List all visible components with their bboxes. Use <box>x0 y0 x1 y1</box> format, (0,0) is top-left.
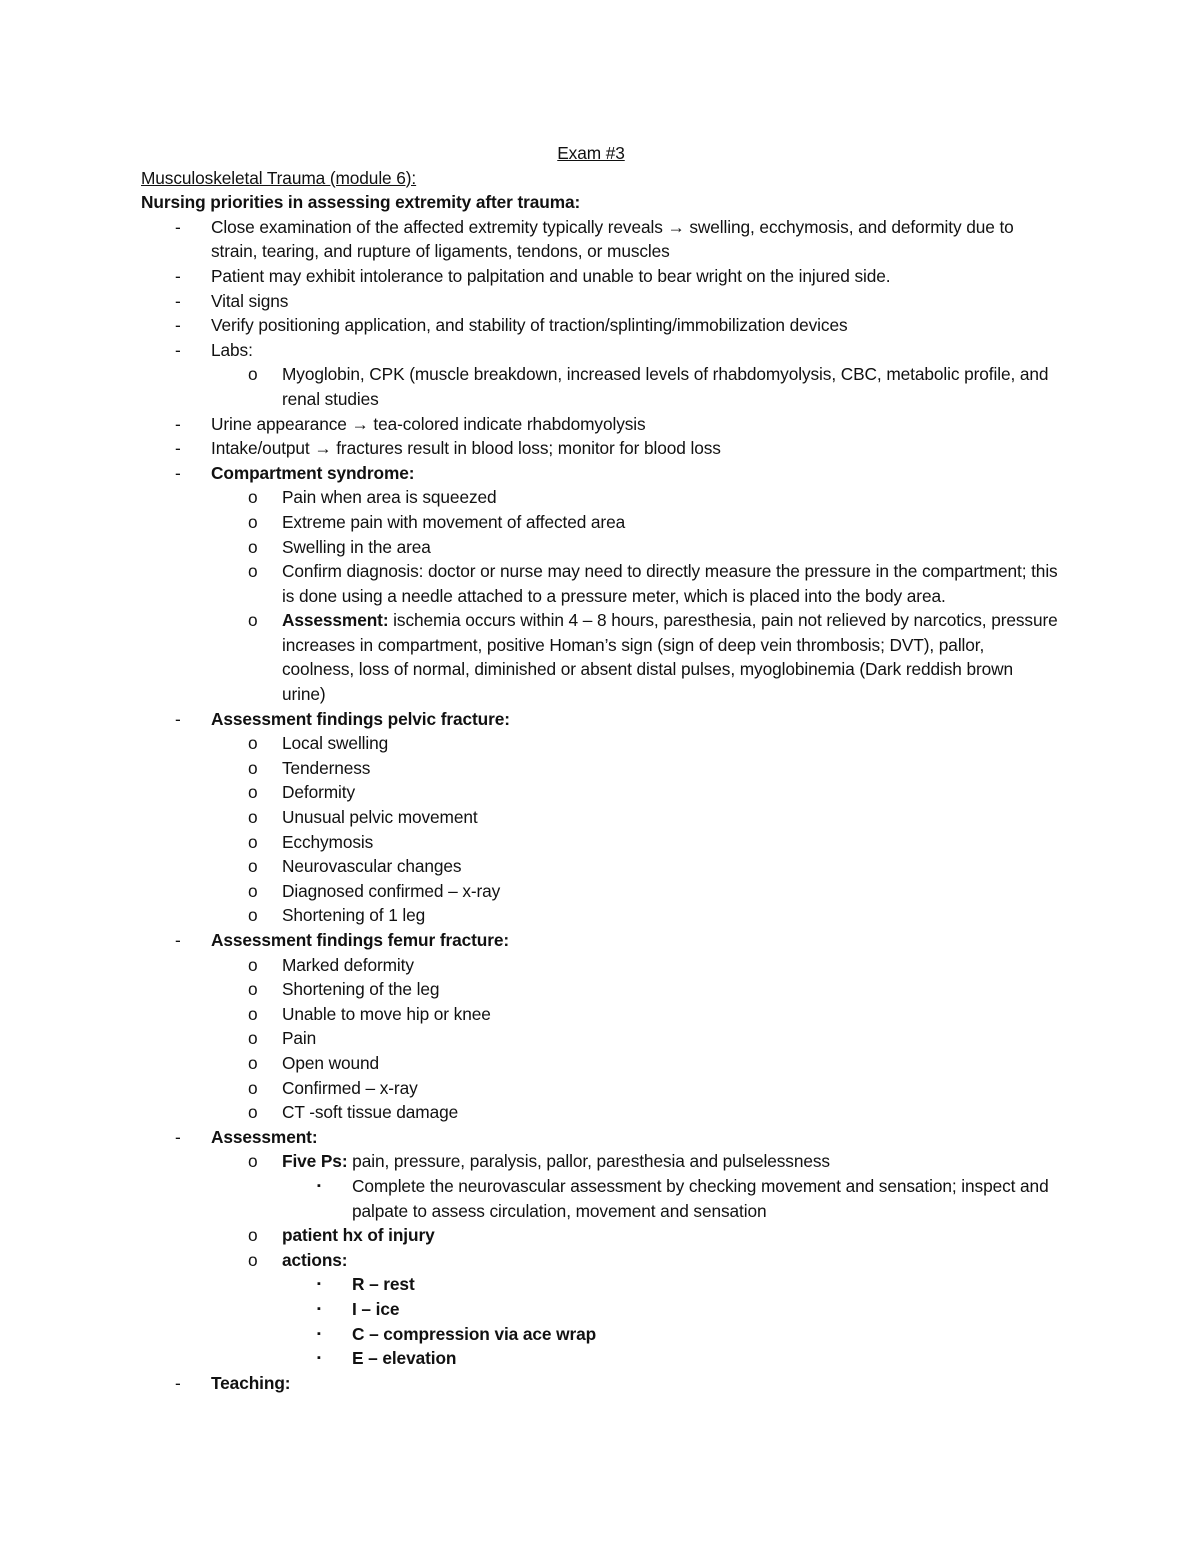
list-item <box>141 928 1061 953</box>
bullet-marker: ▪ <box>317 1302 321 1315</box>
bullet-marker: o <box>248 1102 258 1123</box>
item-text: Vital signs <box>211 290 289 311</box>
item-text: Patient may exhibit intolerance to palpitation and unable to bear wright on the injured side. <box>211 265 891 286</box>
list-item <box>141 362 1061 411</box>
bullet-marker: o <box>248 757 258 778</box>
list-item <box>141 1371 1061 1396</box>
bullet-marker: - <box>175 930 181 950</box>
item-text: pain, pressure, paralysis, pallor, paresthesia and pulselessness <box>347 1151 830 1172</box>
item-text: Neurovascular changes <box>282 856 462 877</box>
bullet-marker: o <box>248 1151 258 1172</box>
item-bold-text: actions: <box>282 1249 348 1270</box>
list-item <box>141 264 1061 289</box>
bullet-marker: - <box>175 1372 181 1393</box>
item-text: Marked deformity <box>282 954 414 975</box>
item-text: CT -soft tissue damage <box>282 1102 459 1123</box>
item-bold-text: Assessment: <box>211 1126 318 1147</box>
bullet-marker: - <box>175 708 181 729</box>
item-bold-text: patient hx of injury <box>282 1225 435 1246</box>
list-item <box>141 1297 1061 1322</box>
item-text: Ecchymosis <box>282 831 374 852</box>
item-bold-text: Assessment findings femur fracture: <box>211 930 510 950</box>
item-text: Shortening of the leg <box>282 979 440 1000</box>
item-bold-text: Compartment syndrome: <box>211 462 415 483</box>
document-body <box>141 141 1061 1395</box>
subheading: Nursing priorities in assessing extremity after trauma: <box>141 192 581 213</box>
item-text: Unable to move hip or knee <box>282 1003 491 1024</box>
item-text: Tenderness <box>282 757 371 778</box>
list-item <box>141 436 1061 461</box>
item-text: Pain when area is squeezed <box>282 487 497 508</box>
list-item <box>141 1026 1061 1051</box>
list-item <box>141 1272 1061 1297</box>
item-text: Unusual pelvic movement <box>282 807 478 828</box>
bullet-marker: o <box>248 880 258 901</box>
item-text: Intake/output <box>211 438 315 459</box>
item-text: Urine appearance <box>211 413 352 434</box>
bullet-marker: - <box>175 462 181 483</box>
list-item <box>141 1002 1061 1027</box>
bullet-marker: o <box>248 610 258 631</box>
item-bold-text: E – elevation <box>352 1348 457 1369</box>
list-item <box>141 1346 1061 1371</box>
list-item <box>141 1100 1061 1125</box>
item-text: Local swelling <box>282 733 389 754</box>
bullet-marker: o <box>248 1077 258 1098</box>
list-item <box>141 879 1061 904</box>
bullet-marker: - <box>175 339 181 360</box>
list-item <box>141 510 1061 535</box>
list-item <box>141 977 1061 1002</box>
list-item <box>141 1322 1061 1347</box>
list-item <box>141 1174 1061 1223</box>
item-text: Shortening of 1 leg <box>282 905 426 926</box>
item-text: Confirm diagnosis: doctor or nurse may need to directly measure the pressure in the compartment; this is done using a needle attached to a pressure meter, which is placed into the body area. <box>282 561 1058 606</box>
item-text: Myoglobin, CPK (muscle breakdown, increased levels of rhabdomyolysis, CBC, metabolic profile, and renal studies <box>282 364 1049 409</box>
section-title: Musculoskeletal Trauma (module 6): <box>141 167 417 188</box>
item-bold-text: Teaching: <box>211 1372 291 1393</box>
bullet-marker: o <box>248 1225 258 1246</box>
list-item <box>141 461 1061 486</box>
list-item <box>141 608 1061 706</box>
item-bold-text: Assessment: <box>282 610 389 631</box>
list-item <box>141 903 1061 928</box>
item-text: Diagnosed confirmed – x-ray <box>282 880 501 901</box>
bullet-marker: - <box>175 1126 181 1147</box>
list-item <box>141 535 1061 560</box>
bullet-marker: o <box>248 905 258 926</box>
bullet-marker: o <box>248 364 258 385</box>
list-item <box>141 1223 1061 1248</box>
arrow-right-icon: → <box>667 216 685 237</box>
bullet-marker: o <box>248 954 258 975</box>
list-item <box>141 805 1061 830</box>
bullet-marker: - <box>175 413 181 434</box>
bullet-marker: - <box>175 216 181 237</box>
list-item <box>141 1248 1061 1273</box>
item-text: Swelling in the area <box>282 536 431 557</box>
item-text: Pain <box>282 1028 317 1049</box>
bullet-marker: o <box>248 1249 258 1270</box>
bullet-marker: ▪ <box>317 1327 321 1340</box>
item-bold-text: R – rest <box>352 1274 415 1295</box>
arrow-right-icon: → <box>314 438 332 459</box>
arrow-right-icon: → <box>351 413 369 434</box>
bullet-marker: o <box>248 1052 258 1073</box>
item-text: ischemia occurs within 4 – 8 hours, paresthesia, pain not relieved by narcotics, pressure increases in compartment, positive Homan’s sign (sign of deep vein thrombosis; DVT), pallor, coolness, loss of normal, diminished or absent distal pulses, myoglobinemia (Dark reddish brown urine) <box>282 610 1058 705</box>
bullet-marker: o <box>248 807 258 828</box>
bullet-marker: o <box>248 856 258 877</box>
list-item <box>141 731 1061 756</box>
list-item <box>141 854 1061 879</box>
bullet-marker: o <box>248 511 258 532</box>
list-item <box>141 215 1061 264</box>
list-item <box>141 559 1061 608</box>
item-bold-text: I – ice <box>352 1298 400 1319</box>
item-bold-text: Five Ps: <box>282 1151 348 1172</box>
bullet-marker: o <box>248 536 258 557</box>
list-item <box>141 1149 1061 1174</box>
bullet-marker: o <box>248 733 258 754</box>
bullet-marker: o <box>248 979 258 1000</box>
list-item <box>141 830 1061 855</box>
list-item <box>141 412 1061 437</box>
list-item <box>141 1076 1061 1101</box>
item-text: Close examination of the affected extremity typically reveals <box>211 216 668 237</box>
document-title: Exam #3 <box>557 143 625 163</box>
bullet-list <box>141 215 1061 1396</box>
item-text: Labs: <box>211 339 253 360</box>
list-item <box>141 707 1061 732</box>
bullet-marker: - <box>175 265 181 286</box>
item-text: Confirmed – x-ray <box>282 1077 418 1098</box>
list-item <box>141 485 1061 510</box>
bullet-marker: o <box>248 487 258 508</box>
bullet-marker: ▪ <box>317 1352 321 1365</box>
list-item <box>141 1125 1061 1150</box>
item-text: swelling, ecchymosis, and deformity due to strain, tearing, and rupture of ligaments, tendons, or muscles <box>211 216 1014 262</box>
list-item <box>141 953 1061 978</box>
item-bold-text: C – compression via ace wrap <box>352 1323 597 1344</box>
bullet-marker: o <box>248 782 258 803</box>
list-item <box>141 313 1061 338</box>
item-text: Complete the neurovascular assessment by checking movement and sensation; inspect and palpate to assess circulation, movement and sensation <box>352 1175 1049 1221</box>
list-item <box>141 338 1061 363</box>
item-text: Deformity <box>282 782 356 803</box>
bullet-marker: - <box>175 290 181 311</box>
bullet-marker: - <box>175 438 181 459</box>
item-text: fractures result in blood loss; monitor for blood loss <box>331 438 721 459</box>
bullet-marker: o <box>248 561 258 582</box>
bullet-marker: o <box>248 831 258 852</box>
bullet-marker: ▪ <box>317 1179 321 1192</box>
bullet-marker: o <box>248 1003 258 1024</box>
item-text: Verify positioning application, and stability of traction/splinting/immobilization devices <box>211 315 848 336</box>
item-bold-text: Assessment findings pelvic fracture: <box>211 708 510 729</box>
item-text: Extreme pain with movement of affected area <box>282 511 626 532</box>
list-item <box>141 1051 1061 1076</box>
bullet-marker: - <box>175 315 181 336</box>
item-text: tea-colored indicate rhabdomyolysis <box>368 413 646 434</box>
list-item <box>141 756 1061 781</box>
item-text: Open wound <box>282 1052 380 1073</box>
bullet-marker: ▪ <box>317 1278 321 1291</box>
list-item <box>141 780 1061 805</box>
list-item <box>141 289 1061 314</box>
bullet-marker: o <box>248 1028 258 1049</box>
